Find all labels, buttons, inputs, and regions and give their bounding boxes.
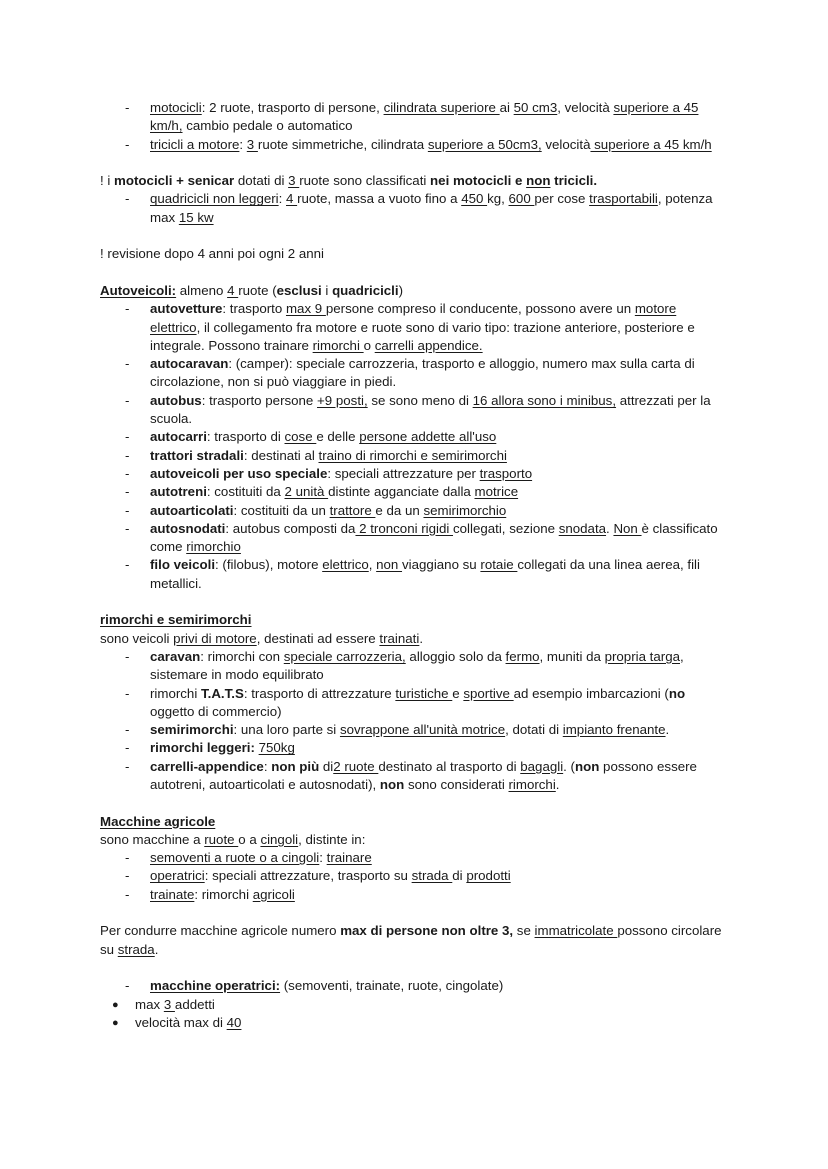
list-item: [100, 483, 730, 501]
text-run: 40: [226, 1014, 242, 1030]
text-run: prodotti: [466, 868, 511, 884]
text-run: ruote, massa a vuoto fino a: [297, 191, 462, 207]
text-run: : rimorchi con: [200, 648, 284, 664]
text-run: Per condurre macchine agricole numero: [100, 923, 341, 939]
text-run: , il collegamento fra motore e ruote sono di vario tipo: trazione anteriore, posteriore e integrale. Possono trainare: [150, 319, 695, 353]
dash-marker: -: [125, 191, 130, 207]
text-run: max di persone non oltre 3,: [340, 923, 514, 939]
list-item: [100, 392, 730, 429]
text-run: 4: [227, 282, 239, 298]
list-item: [100, 758, 730, 795]
text-run: superiore a 45 km/h,: [150, 100, 699, 134]
text-run: ruote (: [238, 282, 277, 298]
text-run: non: [574, 758, 600, 774]
text-run: 450: [461, 191, 488, 207]
text-run: : speciali attrezzature, trasporto su: [204, 868, 412, 884]
paragraph: [100, 245, 730, 263]
text-run: rimorchi: [312, 337, 364, 353]
text-run: esclusi: [276, 282, 322, 298]
paragraph: [100, 172, 730, 190]
dash-marker: -: [125, 136, 130, 152]
text-run: cambio pedale o automatico: [182, 118, 353, 134]
text-run: strada: [117, 941, 155, 957]
text-run: trasporto: [479, 465, 533, 481]
text-run: 750kg: [258, 740, 295, 756]
dash-marker: -: [125, 685, 130, 701]
text-run: ! i: [100, 173, 115, 189]
dash-marker: -: [125, 868, 130, 884]
text-run: e delle: [316, 429, 360, 445]
text-run: semoventi a ruote o a cingoli: [150, 850, 320, 866]
text-run: elettrico: [322, 557, 369, 573]
dash-marker: -: [125, 502, 130, 518]
text-run: motocicli + senicar: [114, 173, 235, 189]
text-run: trainati: [379, 630, 420, 646]
text-run: agricoli: [252, 886, 295, 902]
text-run: privi di motore: [173, 630, 257, 646]
text-run: di: [319, 758, 334, 774]
text-run: kg,: [487, 191, 509, 207]
blank-line: [100, 593, 730, 611]
text-run: autoarticolati: [150, 502, 234, 518]
paragraph: [100, 831, 730, 849]
text-run: collegati da una linea aerea, fili metallici.: [150, 557, 700, 591]
text-run: rotaie: [480, 557, 518, 573]
text-run: : trasporto: [222, 301, 286, 317]
text-run: (semoventi, trainate, ruote, cingolate): [280, 978, 504, 994]
text-run: autobus: [150, 392, 202, 408]
list-item: [100, 867, 730, 885]
text-run: .: [419, 630, 424, 646]
text-run: ruote simmetriche, cilindrata: [257, 136, 428, 152]
text-run: speciale carrozzeria,: [283, 648, 406, 664]
dash-marker: -: [125, 978, 130, 994]
text-run: 3: [246, 136, 258, 152]
list-item: [100, 520, 730, 557]
list-item: [100, 685, 730, 722]
dash-marker: -: [125, 648, 130, 664]
dash-marker: -: [125, 758, 130, 774]
text-run: attrezzati per la scuola.: [150, 392, 711, 427]
dash-marker: -: [125, 557, 130, 573]
dash-marker: -: [125, 740, 130, 756]
text-run: motocicli: [150, 100, 202, 115]
text-run: , potenza max: [150, 191, 713, 225]
text-run: . (: [563, 758, 575, 774]
text-run: : trasporto persone: [201, 392, 318, 408]
dash-marker: -: [125, 100, 130, 115]
text-run: autoveicoli per uso speciale: [150, 465, 328, 481]
text-run: persone compreso il conducente, possono avere un: [325, 301, 635, 317]
bullet-icon: ●: [112, 1016, 119, 1029]
text-run: rimorchi: [508, 776, 556, 792]
text-run: impianto frenante: [562, 722, 666, 738]
blank-line: [100, 154, 730, 172]
text-run: superiore a 45 km/h: [590, 136, 712, 152]
text-run: sportive: [463, 685, 514, 701]
list-item: [100, 886, 730, 904]
dash-marker: -: [125, 465, 130, 481]
dash-marker: -: [125, 356, 130, 372]
text-run: 600: [508, 191, 535, 207]
dash-marker: -: [125, 850, 130, 866]
text-run: superiore a 50cm3,: [427, 136, 542, 152]
text-run: cose: [284, 429, 317, 445]
paragraph: [100, 282, 730, 300]
document-body: [100, 99, 730, 1032]
text-run: :: [263, 758, 272, 774]
blank-line: [100, 227, 730, 245]
text-run: almeno: [176, 282, 228, 298]
text-run: possono essere autotreni, autoarticolati e autosnodati),: [150, 758, 697, 792]
text-run: alloggio solo da: [405, 648, 506, 664]
text-run: : autobus composti da: [225, 520, 356, 536]
text-run: se: [513, 923, 535, 939]
text-run: , dotati di: [505, 722, 563, 738]
text-run: max 9: [285, 301, 326, 317]
text-run: trattori stradali: [150, 447, 244, 463]
text-run: rimorchio: [186, 539, 241, 555]
text-run: sono macchine a: [100, 831, 205, 847]
text-run: autosnodati: [150, 520, 226, 536]
text-run: 15 kw: [178, 209, 214, 225]
text-run: velocità: [541, 136, 591, 152]
text-run: i: [321, 282, 333, 298]
text-run: o a: [238, 831, 261, 847]
text-run: snodata: [558, 520, 607, 536]
text-run: se sono meno di: [367, 392, 473, 408]
text-run: autotreni: [150, 484, 207, 500]
text-run: tricicli a motore: [150, 136, 240, 152]
text-run: autocarri: [150, 429, 207, 445]
text-run: , sistemare in modo equilibrato: [150, 648, 684, 683]
list-item: [100, 136, 730, 154]
text-run: e: [452, 685, 464, 701]
text-run: , destinati ad essere: [256, 630, 380, 646]
text-run: caravan: [150, 648, 201, 664]
text-run: ad esempio imbarcazioni (: [513, 685, 669, 701]
paragraph: [100, 922, 730, 959]
text-run: : trasporto di: [206, 429, 285, 445]
dash-marker: -: [125, 520, 130, 536]
dash-marker: -: [125, 301, 130, 317]
text-run: fermo: [505, 648, 540, 664]
text-run: non: [379, 776, 405, 792]
text-run: 3: [163, 996, 175, 1012]
list-item: [100, 556, 730, 593]
blank-line: [100, 794, 730, 812]
list-item: [100, 300, 730, 355]
text-run: e da un: [375, 502, 424, 518]
list-item: [100, 739, 730, 757]
text-run: macchine operatrici:: [150, 978, 281, 994]
text-run: 3: [288, 173, 300, 189]
list-item: [100, 447, 730, 465]
text-run: 50 cm3: [513, 100, 558, 115]
text-run: cilindrata superiore: [383, 100, 500, 115]
text-run: .: [665, 722, 670, 738]
text-run: immatricolate: [534, 923, 618, 939]
text-run: trainate: [150, 886, 195, 902]
text-run: strada: [411, 868, 453, 884]
text-run: quadricicli non leggeri: [150, 191, 279, 207]
text-run: :: [319, 850, 327, 866]
paragraph: [100, 611, 730, 629]
text-run: possono circolare su: [100, 923, 722, 957]
dash-marker: -: [125, 722, 130, 738]
text-run: filo veicoli: [150, 557, 216, 573]
text-run: : una loro parte si: [233, 722, 340, 738]
text-run: , distinte in:: [298, 831, 366, 847]
list-item: [100, 99, 730, 136]
text-run: non: [526, 173, 551, 189]
text-run: persone addette all'uso: [359, 429, 497, 445]
text-run: : rimorchi: [194, 886, 253, 902]
text-run: 2 tronconi rigidi: [355, 520, 454, 536]
dash-marker: -: [125, 886, 130, 902]
text-run: ai: [499, 100, 514, 115]
text-run: nei motocicli e: [430, 173, 527, 189]
text-run: 16 allora sono i minibus,: [472, 392, 617, 408]
text-run: viaggiano su: [402, 557, 481, 573]
text-run: distinte agganciate dalla: [328, 484, 475, 500]
list-item: [100, 849, 730, 867]
text-run: velocità max di: [135, 1014, 227, 1030]
dash-marker: -: [125, 484, 130, 500]
text-run: operatrici: [150, 868, 205, 884]
text-run: no: [668, 685, 686, 701]
text-run: turistiche: [395, 685, 453, 701]
text-run: Macchine agricole: [100, 813, 216, 829]
text-run: : 2 ruote, trasporto di persone,: [201, 100, 384, 115]
text-run: semirimorchio: [423, 502, 507, 518]
paragraph: [100, 630, 730, 648]
text-run: : (filobus), motore: [215, 557, 323, 573]
bullet-item: [100, 996, 730, 1014]
list-item: [100, 465, 730, 483]
text-run: ruote: [204, 831, 239, 847]
paragraph: [100, 813, 730, 831]
text-run: tricicli.: [550, 173, 598, 189]
text-run: ! revisione dopo 4 anni poi ogni 2 anni: [100, 246, 324, 262]
list-item: [100, 355, 730, 392]
text-run: : speciali attrezzature per: [327, 465, 480, 481]
text-run: : costituiti da: [206, 484, 285, 500]
text-run: non: [376, 557, 403, 573]
text-run: oggetto di commercio): [150, 703, 282, 719]
list-item: [100, 721, 730, 739]
text-run: ): [398, 282, 404, 298]
text-run: collegati, sezione: [453, 520, 559, 536]
text-run: per cose: [534, 191, 590, 207]
text-run: destinato al trasporto di: [378, 758, 521, 774]
blank-line: [100, 904, 730, 922]
list-item: [100, 977, 730, 995]
text-run: Autoveicoli:: [100, 282, 177, 298]
text-run: trasportabili: [589, 191, 658, 207]
text-run: .: [555, 776, 560, 792]
text-run: ,: [368, 557, 377, 573]
text-run: : trasporto di attrezzature: [243, 685, 396, 701]
text-run: rimorchi leggeri:: [150, 740, 259, 756]
list-item: [100, 190, 730, 227]
text-run: .: [606, 520, 614, 536]
dash-marker: -: [125, 447, 130, 463]
text-run: trattore: [329, 502, 376, 518]
text-run: : (camper): speciale carrozzeria, trasporto e alloggio, numero max sulla carta di circolazione, non si può viaggiare in piedi.: [150, 356, 695, 390]
text-run: Non: [613, 520, 642, 536]
bullet-item: [100, 1014, 730, 1032]
text-run: o: [363, 337, 375, 353]
text-run: cingoli: [260, 831, 299, 847]
text-run: +9 posti,: [317, 392, 368, 408]
text-run: max: [135, 996, 164, 1012]
blank-line: [100, 264, 730, 282]
text-run: : costituiti da un: [233, 502, 330, 518]
text-run: è classificato come: [150, 520, 718, 555]
text-run: motrice: [474, 484, 519, 500]
text-run: di: [452, 868, 467, 884]
list-item: [100, 648, 730, 685]
text-run: rimorchi: [150, 685, 201, 701]
list-item: [100, 502, 730, 520]
text-run: sovrappone all'unità motrice: [339, 722, 506, 738]
text-run: addetti: [174, 996, 215, 1012]
text-run: rimorchi e semirimorchi: [100, 612, 252, 628]
text-run: trainare: [326, 850, 372, 866]
dash-marker: -: [125, 429, 130, 445]
text-run: :: [278, 191, 287, 207]
text-run: 4: [286, 191, 298, 207]
list-item: [100, 428, 730, 446]
text-run: semirimorchi: [150, 722, 234, 738]
text-run: non più: [271, 758, 320, 774]
text-run: autocaravan: [150, 356, 229, 372]
text-run: propria targa: [604, 648, 680, 664]
text-run: traino di rimorchi e semirimorchi: [318, 447, 507, 463]
dash-marker: -: [125, 392, 130, 408]
text-run: .: [154, 941, 159, 957]
text-run: carrelli appendice.: [374, 337, 483, 353]
text-run: quadricicli: [332, 282, 399, 298]
text-run: 2 ruote: [333, 758, 379, 774]
text-run: ruote sono classificati: [299, 173, 431, 189]
text-run: : destinati al: [243, 447, 319, 463]
text-run: sono considerati: [404, 776, 509, 792]
text-run: autovetture: [150, 301, 223, 317]
text-run: motore elettrico: [150, 301, 677, 335]
text-run: carrelli-appendice: [150, 758, 264, 774]
text-run: 2 unità: [284, 484, 329, 500]
text-run: dotati di: [234, 173, 289, 189]
blank-line: [100, 959, 730, 977]
text-run: , muniti da: [539, 648, 605, 664]
text-run: :: [239, 136, 247, 152]
text-run: T.A.T.S: [200, 685, 244, 701]
text-run: bagagli: [520, 758, 564, 774]
bullet-icon: ●: [112, 998, 119, 1011]
text-run: sono veicoli: [100, 630, 174, 646]
text-run: , velocità: [557, 100, 614, 115]
